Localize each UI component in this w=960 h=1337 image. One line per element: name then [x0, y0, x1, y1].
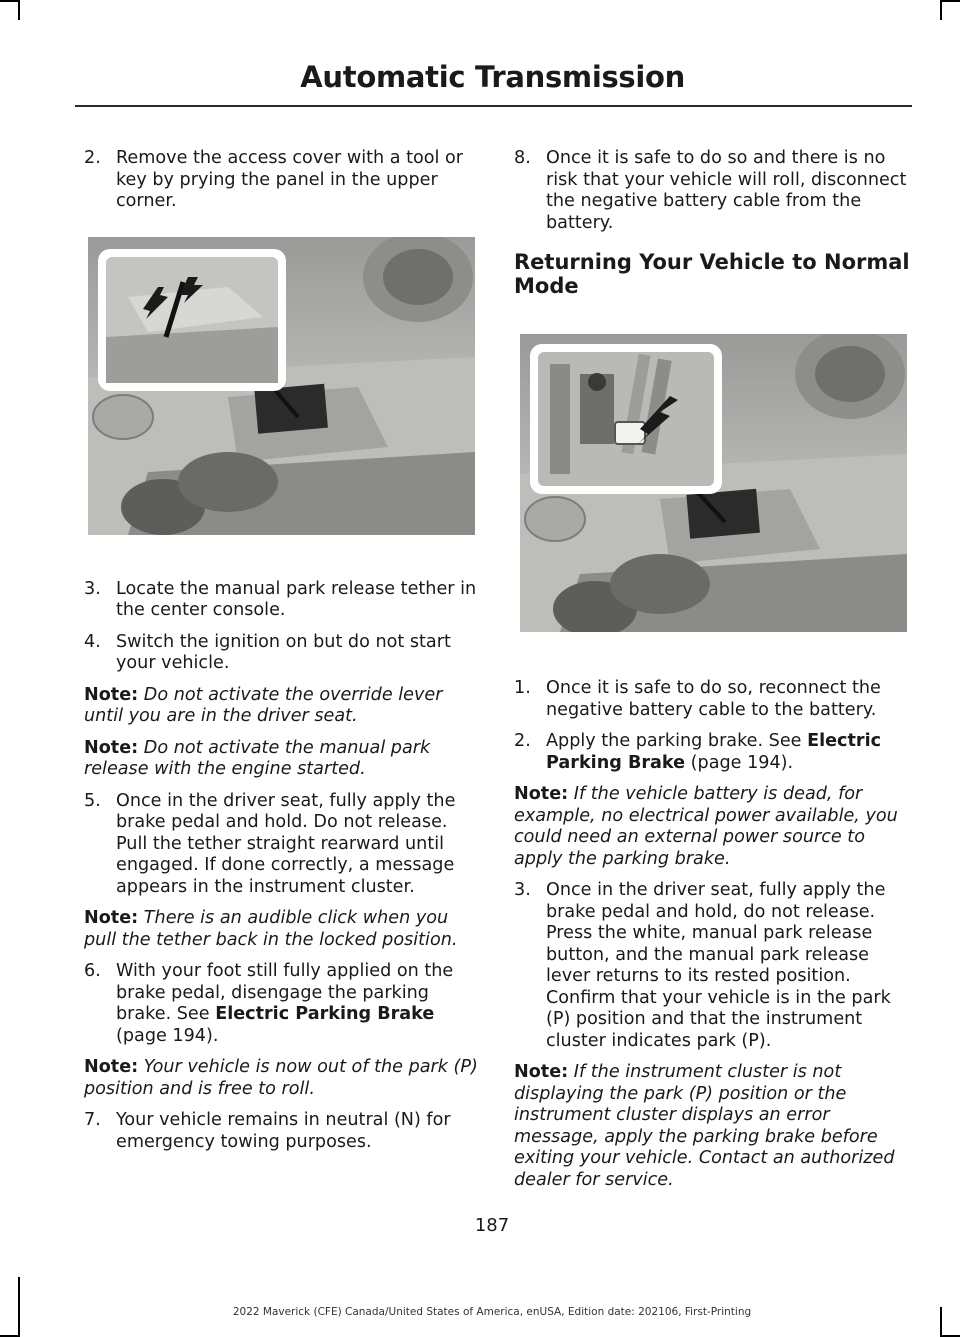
step-number: 6. [84, 961, 101, 981]
right-column [514, 148, 910, 1201]
note [514, 1062, 910, 1191]
section-heading: Returning Your Vehicle to Normal Mode [514, 250, 910, 298]
step-body: Apply the parking brake. [546, 731, 764, 751]
note-label: Note: [84, 908, 139, 928]
step-number: 2. [514, 731, 531, 751]
note [84, 738, 478, 781]
step-number: 1. [514, 678, 531, 698]
step-number: 5. [84, 790, 101, 811]
step-7 [84, 1110, 478, 1153]
step-number: 2. [84, 148, 101, 168]
page-number: 187 [474, 1215, 510, 1236]
note-text: Do not activate the manual park release with the engine started. [84, 737, 431, 779]
step-1 [514, 678, 910, 721]
note [84, 685, 478, 728]
see-label: See [768, 731, 802, 751]
step-4 [84, 632, 478, 675]
crop-mark [18, 0, 20, 20]
note-label: Note: [514, 1062, 569, 1082]
step-body: With your foot still fully applied on the brake pedal, disengage the parking brake. [116, 961, 454, 1024]
step-text: Switch the ignition on but do not start your vehicle. [116, 631, 451, 673]
console-illustration [520, 334, 907, 632]
step-text: Your vehicle remains in neutral (N) for emergency towing purposes. [116, 1110, 451, 1152]
step-text [116, 961, 478, 1047]
note-text: Your vehicle is now out of the park (P) position and is free to roll. [84, 1057, 478, 1099]
note-text: If the vehicle battery is dead, for example, no electrical power available, you could need an external power source to apply the parking brake. [514, 784, 898, 869]
cross-reference-link[interactable]: Electric Parking Brake [215, 1004, 435, 1024]
step-text [546, 731, 910, 774]
step-text: Once it is safe to do so and there is no risk that your vehicle will roll, disconnect the negative battery cable from the battery. [546, 148, 907, 233]
crop-mark [0, 0, 18, 2]
step-8 [514, 148, 910, 234]
note-text: Do not activate the override lever until you are in the driver seat. [84, 684, 443, 726]
crop-mark [940, 0, 942, 20]
cross-reference-link[interactable]: Electric Parking Brake [546, 731, 882, 773]
step-text: Once it is safe to do so, reconnect the negative battery cable to the battery. [546, 678, 881, 720]
step-text: Remove the access cover with a tool or key by prying the panel in the upper corner. [116, 148, 464, 211]
note-label: Note: [84, 737, 139, 758]
step-number: 3. [84, 578, 101, 599]
figure-release-button [520, 334, 907, 632]
note-label: Note: [84, 684, 139, 705]
step-6 [84, 961, 478, 1047]
step-number: 8. [514, 148, 531, 168]
step-number: 3. [514, 880, 531, 900]
step-5 [84, 791, 478, 899]
note-label: Note: [514, 784, 569, 804]
step-text: Once in the driver seat, fully apply the brake pedal and hold. Do not release. Pull the tether straight rearward until engaged. If done correctly, a message appears in the instrument cluster. [116, 790, 456, 897]
step-2 [514, 731, 910, 774]
edition-footer: 2022 Maverick (CFE) Canada/United States of America, enUSA, Edition date: 202106, First-Printing [232, 1306, 752, 1318]
see-label: See [176, 1004, 210, 1024]
note-label: Note: [84, 1057, 139, 1077]
header-rule [75, 105, 912, 107]
step-number: 4. [84, 631, 101, 652]
step-number: 7. [84, 1110, 101, 1130]
step-text: Once in the driver seat, fully apply the brake pedal and hold, do not release. Press the white, manual park release button, and the manual park release lever returns to its rested position. Confirm that your vehicle is in the park (P) position and that the instrument cluster indicates park (P). [546, 880, 891, 1051]
step-3 [514, 880, 910, 1052]
left-column [84, 148, 478, 1163]
note [84, 908, 478, 951]
note [514, 784, 910, 870]
console-illustration [88, 237, 475, 535]
page-reference: (page 194). [116, 1025, 219, 1046]
crop-mark [942, 0, 960, 2]
note-text: If the instrument cluster is not displaying the park (P) position or the instrument cluster displays an error message, apply the parking brake before exiting your vehicle. Contact an authorized dealer for service. [514, 1062, 895, 1190]
note-text: There is an audible click when you pull the tether back in the locked position. [84, 908, 458, 950]
step-3 [84, 579, 478, 622]
step-text: Locate the manual park release tether in the center console. [116, 578, 477, 620]
step-2 [84, 148, 478, 213]
figure-access-cover [88, 237, 475, 535]
page-title: Automatic Transmission [300, 60, 685, 94]
page-reference: (page 194). [690, 752, 794, 773]
note [84, 1057, 478, 1100]
